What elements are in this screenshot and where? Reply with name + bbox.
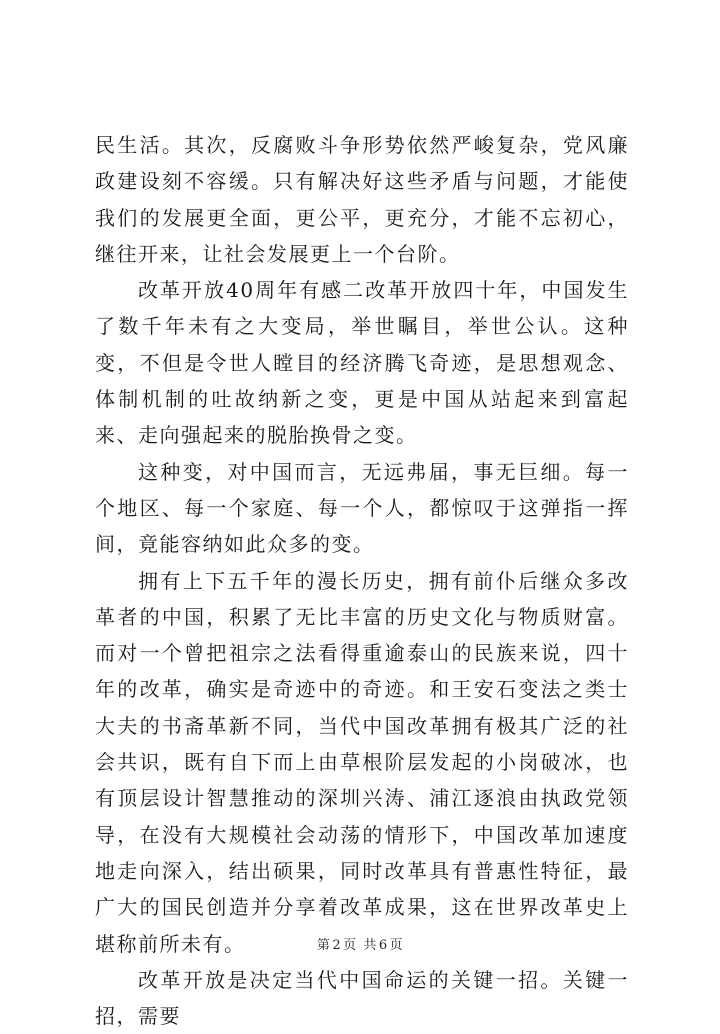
page-footer <box>0 934 720 953</box>
paragraph-2: 改革开放40周年有感二改革开放四十年，中国发生了数千年未有之大变局，举世瞩目，举世公认。这种变，不但是令世人瞠目的经济腾飞奇迹，是思想观念、体制机制的吐故纳新之变，更是中国从站起来到富起来、走向强起来的脱胎换骨之变。 <box>95 278 629 448</box>
paragraph-3: 这种变，对中国而言，无远弗届，事无巨细。每一个地区、每一个家庭、每一个人，都惊叹于这弹指一挥间，竟能容纳如此众多的变。 <box>95 459 629 557</box>
total-label: 共 <box>363 938 377 953</box>
page-unit: 页 <box>343 938 357 953</box>
page-total: 6 <box>378 938 388 953</box>
page-current: 2 <box>332 938 342 953</box>
total-unit: 页 <box>389 938 404 953</box>
page-label: 第 <box>316 938 331 953</box>
paragraph-1: 民生活。其次，反腐败斗争形势依然严峻复杂，党风廉政建设刻不容缓。只有解决好这些矛盾与问题，才能使我们的发展更全面，更公平，更充分，才能不忘初心，继往开来，让社会发展更上一个台阶。 <box>95 133 629 266</box>
paragraph-5: 改革开放是决定当代中国命运的关键一招。关键一招，需要 <box>95 967 629 1029</box>
document-body <box>95 127 629 1034</box>
paragraph-4: 拥有上下五千年的漫长历史，拥有前仆后继众多改革者的中国，积累了无比丰富的历史文化与物质财富。而对一个曾把祖宗之法看得重逾泰山的民族来说，四十年的改革，确实是奇迹中的奇迹。和王安石变法之类士大夫的书斋革新不同，当代中国改革拥有极其广泛的社会共识，既有自下而上由草根阶层发起的小岗破冰，也有顶层设计智慧推动的深圳兴涛、浦江逐浪由执政党领导，在没有大规模社会动荡的情形下，中国改革加速度地走向深入，结出硕果，同时改革具有普惠性特征，最广大的国民创造并分享着改革成果，这在世界改革史上堪称前所未有。 <box>95 568 629 956</box>
